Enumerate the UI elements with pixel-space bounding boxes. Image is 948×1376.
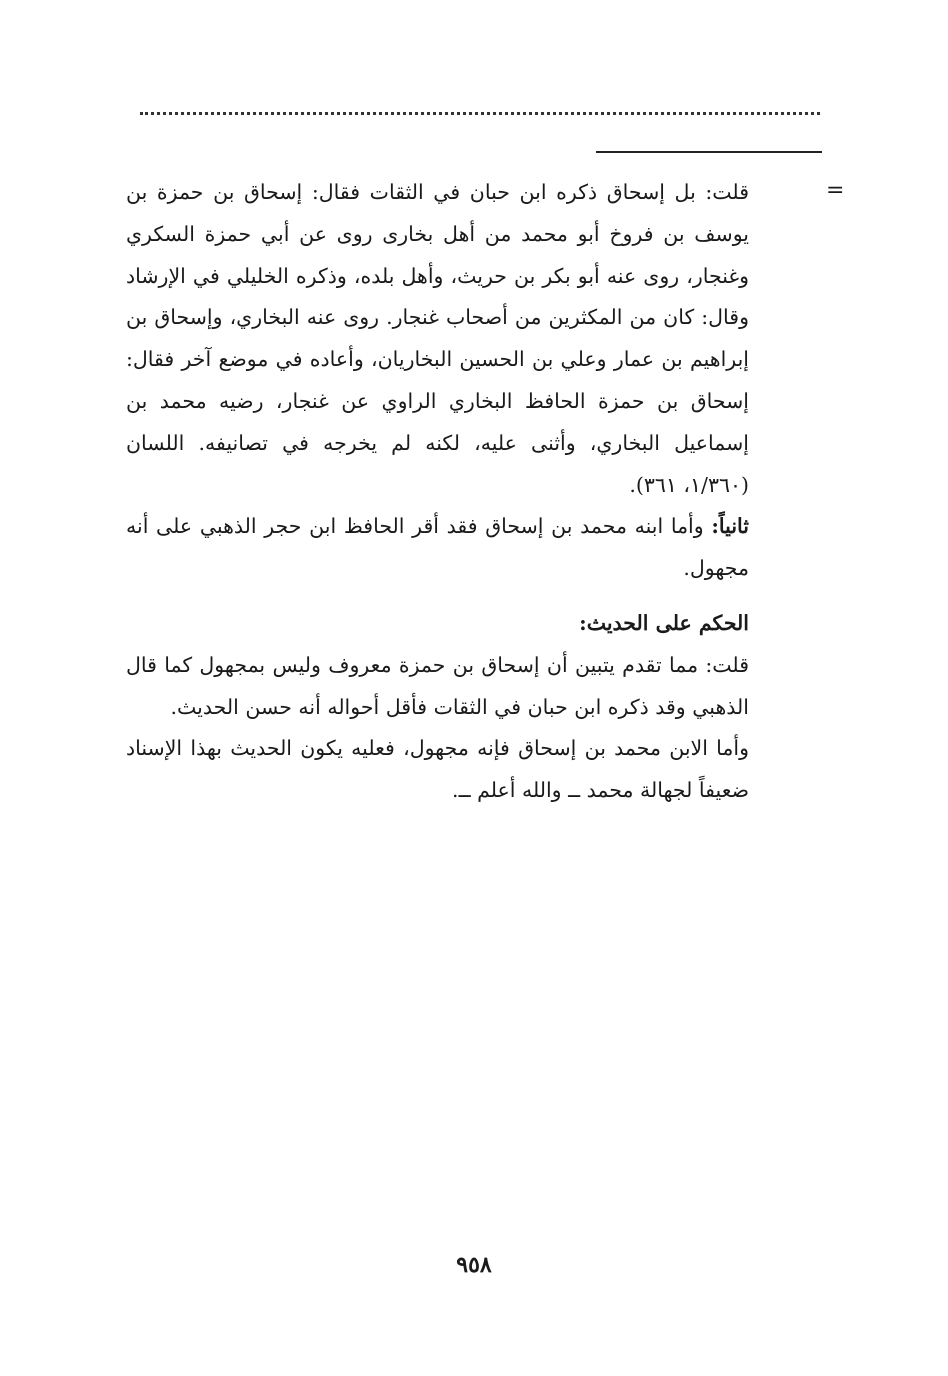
header-rule: [596, 151, 822, 153]
page-body: [126, 172, 749, 812]
section-heading: الحكم على الحديث:: [579, 610, 749, 635]
dotted-separator: [140, 112, 820, 115]
paragraph-ruling: قلت: مما تقدم يتبين أن إسحاق بن حمزة معروف وليس بمجهول كما قال الذهبي وقد ذكره ابن حبان في الثقات فأقل أحواله أنه حسن الحديث.: [126, 652, 749, 719]
paragraph-isnad-note: قلت: بل إسحاق ذكره ابن حبان في الثقات فقال: إسحاق بن حمزة بن يوسف بن فروخ أبو محمد من أهل بخارى روى عن أبي حمزة السكري وغنجار، روى عنه أبو بكر بن حريث، وأهل بلده، وذكره الخليلي في الإرشاد وقال: كان من المكثرين من أصحاب غنجار. روى عنه البخاري، وإسحاق بن إبراهيم بن عمار وعلي بن الحسين البخاريان، وأعاده في موضع آخر فقال: إسحاق بن حمزة الحافظ البخاري الراوي عن غنجار، رضيه محمد بن إسماعيل البخاري، وأثنى عليه، لكنه لم يخرجه في تصانيفه. اللسان (١/٣٦٠، ٣٦١).: [126, 180, 749, 497]
paragraph-second-point: [126, 506, 749, 590]
second-point-label: ثانياً:: [711, 514, 749, 539]
paragraph-conclusion: وأما الابن محمد بن إسحاق فإنه مجهول، فعليه يكون الحديث بهذا الإسناد ضعيفاً لجهالة محمد ــ والله أعلم ــ.: [126, 736, 749, 803]
page-number: ٩٥٨: [456, 1252, 492, 1278]
continuation-mark: =: [826, 178, 845, 203]
second-point-text: وأما ابنه محمد بن إسحاق فقد أقر الحافظ ابن حجر الذهبي على أنه مجهول.: [126, 514, 749, 581]
